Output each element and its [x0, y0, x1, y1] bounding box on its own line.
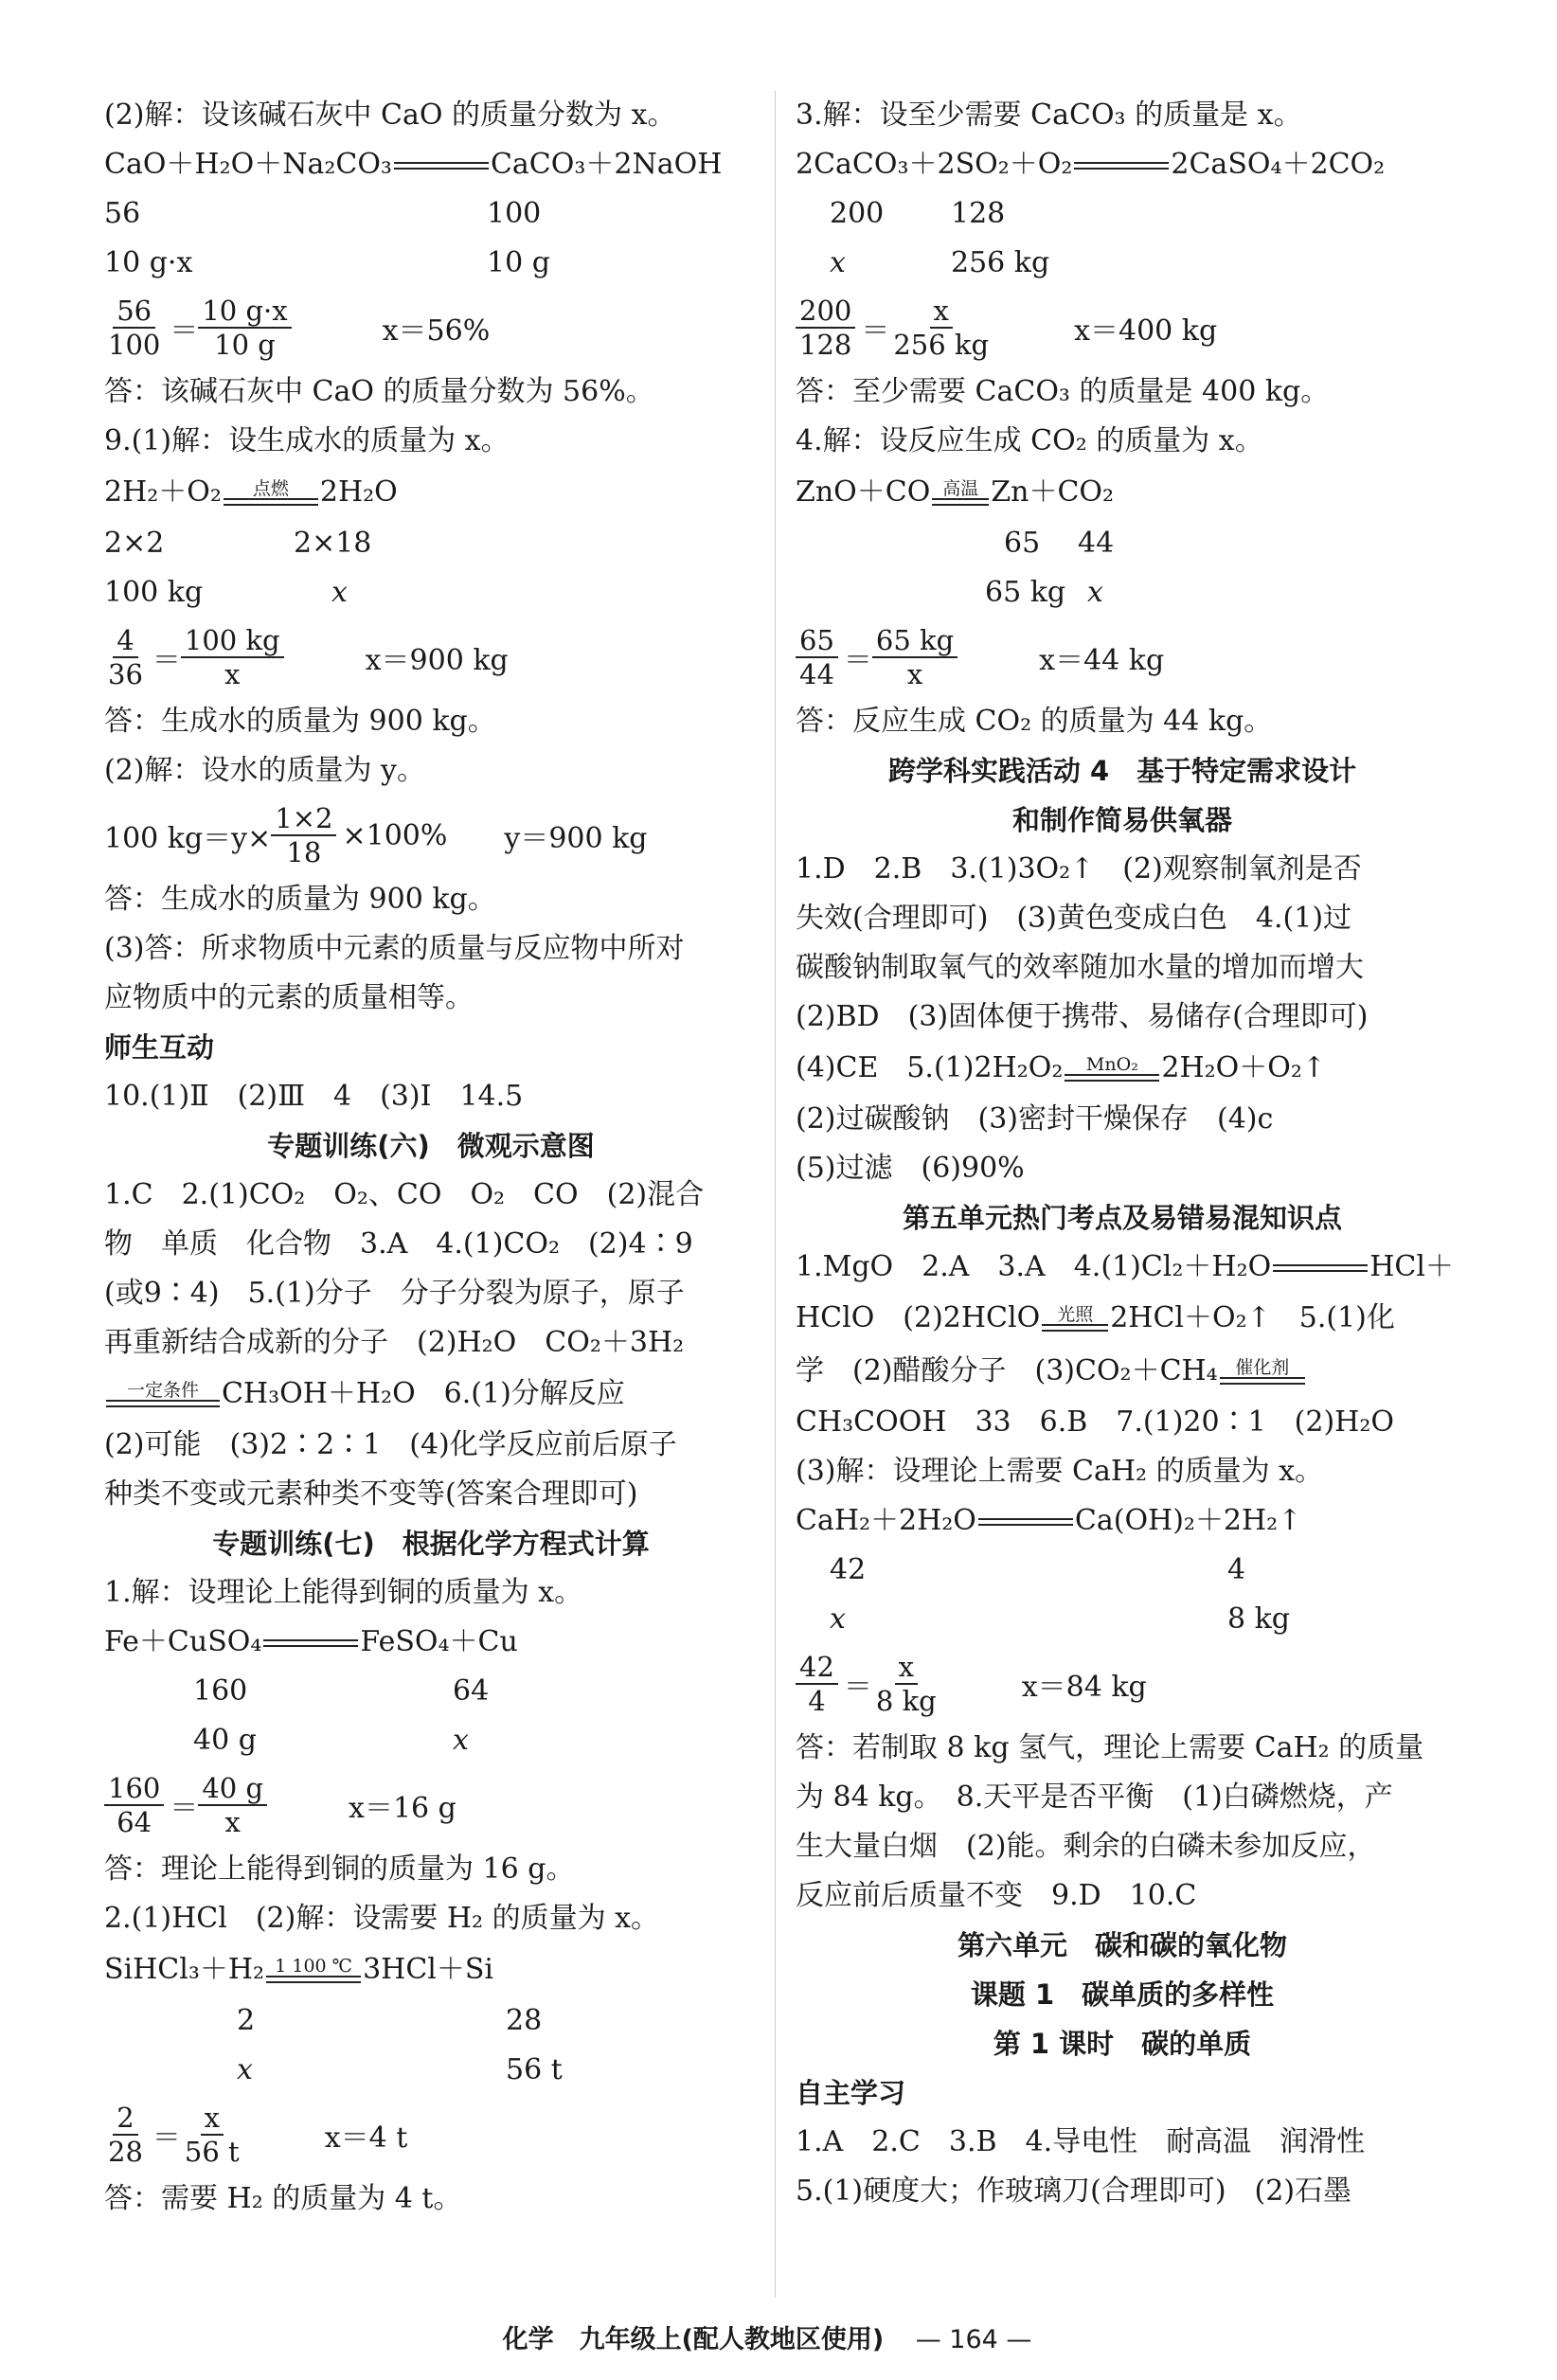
mass-row: x 256 kg — [830, 246, 1050, 279]
left-column — [104, 91, 758, 2224]
text-line: 1.D 2.B 3.(1)3O₂↑ (2)观察制氧剂是否 — [796, 852, 1362, 886]
page-number: — 164 — — [915, 2325, 1032, 2354]
equation: HClO (2)2HClO 光照 2HCl＋O₂↑ 5.(1)化 — [796, 1292, 1449, 1345]
text-line: 生大量白烟 (2)能。剩余的白磷未参加反应， — [796, 1830, 1376, 1863]
text-line: 2.(1)HCl (2)解：设需要 H₂ 的质量为 x。 — [104, 1902, 660, 1935]
section-title: 专题训练(七) 根据化学方程式计算 — [212, 1528, 650, 1560]
section-title: 第五单元热门考点及易错易混知识点 — [902, 1202, 1342, 1234]
text-line: 反应前后质量不变 9.D 10.C — [796, 1879, 1197, 1912]
page-footer — [0, 2318, 1557, 2355]
text-line: 5.(1)硬度大；作玻璃刀(合理即可) (2)石墨 — [796, 2174, 1352, 2208]
question-line: 9.(1)解：设生成水的质量为 x。 — [104, 424, 510, 457]
answer: 答：理论上能得到铜的质量为 16 g。 — [104, 1852, 575, 1886]
proportion: $\frac{160}{64}$ ＝ $\frac{40 g}{x}$ x＝16 g — [104, 1765, 758, 1845]
value: 10 g — [487, 246, 550, 279]
equation — [104, 140, 758, 189]
text-line: (3)解：设理论上需要 CaH₂ 的质量为 x。 — [796, 1455, 1324, 1488]
answer: 答：该碱石灰中 CaO 的质量分数为 56%。 — [104, 375, 654, 408]
mass-row: 160 64 — [193, 1674, 490, 1708]
equation: SiHCl₃＋H₂ 1 100 ℃ 3HCl＋Si — [104, 1943, 758, 1996]
equation: 2CaCO₃＋2SO₂＋O₂ 2CaSO₄＋2CO₂ — [796, 148, 1386, 181]
reaction-condition: 点燃 — [224, 479, 318, 519]
value: 56 — [104, 197, 141, 230]
unit-title: 第六单元 碳和碳的氧化物 — [957, 1929, 1287, 1961]
equation: 一定条件 CH₃OH＋H₂O 6.(1)分解反应 — [104, 1368, 758, 1421]
text-line: 碳酸钠制取氧气的效率随加水量的增加而增大 — [796, 951, 1364, 984]
mass-row: 2×2 2×18 — [104, 527, 372, 560]
text-line: (2)BD (3)固体便于携带、易储存(合理即可) — [796, 1000, 1369, 1033]
eq-right: CaCO₃＋2NaOH — [490, 148, 723, 181]
eq-left: CaO＋H₂O＋Na₂CO₃ — [104, 148, 392, 181]
equation: ZnO＋CO 高温 Zn＋CO₂ — [796, 466, 1449, 519]
column-divider — [775, 91, 776, 2298]
text-line: 3.解：设至少需要 CaCO₃ 的质量是 x。 — [796, 98, 1302, 132]
mass-row — [104, 239, 758, 288]
section-title: 和制作简易供氧器 — [1011, 804, 1232, 836]
proportion: $\frac{65}{44}$ ＝ $\frac{65 kg}{x}$ x＝44 kg — [796, 617, 1449, 697]
equation: CaH₂＋2H₂O Ca(OH)₂＋2H₂↑ — [796, 1504, 1302, 1537]
answer: 答：生成水的质量为 900 kg。 — [104, 883, 496, 916]
answer: 答：至少需要 CaCO₃ 的质量是 400 kg。 — [796, 375, 1330, 408]
value: 10 g·x — [104, 246, 193, 279]
text-line: (3)答：所求物质中元素的质量与反应物中所对 — [104, 932, 685, 965]
text-line: 物 单质 化合物 3.A 4.(1)CO₂ (2)4∶9 — [104, 1227, 693, 1261]
equation: (4)CE 5.(1)2H₂O₂ MnO₂ 2H₂O＋O₂↑ — [796, 1042, 1449, 1095]
text-line: CH₃COOH 33 6.B 7.(1)20∶1 (2)H₂O — [796, 1405, 1394, 1439]
text-line: 再重新结合成新的分子 (2)H₂O CO₂＋3H₂ — [104, 1326, 685, 1359]
mass-row — [104, 189, 758, 239]
text-line: 种类不变或元素种类不变等(答案合理即可) — [104, 1477, 638, 1511]
reaction-condition: MnO₂ — [1065, 1055, 1159, 1095]
answer: 答：需要 H₂ 的质量为 4 t。 — [104, 2182, 462, 2215]
proportion: $\frac{2}{28}$ ＝ $\frac{x}{56 t}$ x＝4 t — [108, 2102, 408, 2168]
proportion: $\frac{200}{128}$ ＝ $\frac{x}{256 kg}$ x＝400 kg — [796, 288, 1449, 367]
mass-row: 65 44 — [1004, 527, 1115, 560]
mass-row: 65 kg x — [985, 576, 1103, 609]
reaction-condition: 高温 — [932, 479, 989, 519]
mass-row: x 8 kg — [830, 1602, 1291, 1636]
text-line: 1.解：设理论上能得到铜的质量为 x。 — [104, 1576, 583, 1609]
answer: 答：反应生成 CO₂ 的质量为 44 kg。 — [796, 705, 1273, 738]
mass-row: x 56 t — [237, 2053, 563, 2086]
proportion: $\frac{56}{100}$ ＝ $\frac{10 g\cdot x}{10 g}$ x＝56% — [104, 288, 758, 367]
reaction-condition: 光照 — [1042, 1305, 1108, 1345]
section-heading: 师生互动 — [104, 1031, 215, 1064]
section-title: 跨学科实践活动 4 基于特定需求设计 — [887, 755, 1357, 787]
equation: 1.MgO 2.A 3.A 4.(1)Cl₂＋H₂O HCl＋ — [796, 1250, 1454, 1283]
lesson-title: 课题 1 碳单质的多样性 — [970, 1978, 1275, 2011]
text-line: 1.C 2.(1)CO₂ O₂、CO O₂ CO (2)混合 — [104, 1178, 705, 1211]
right-column — [796, 91, 1454, 2216]
mass-row: 100 kg x — [104, 576, 348, 609]
text-line: (2)解：设水的质量为 y。 — [104, 754, 425, 787]
mass-row: 200 128 — [830, 197, 1006, 230]
answer: 答：生成水的质量为 900 kg。 — [104, 705, 496, 738]
result: x＝56% — [382, 314, 491, 348]
text-line: (5)过滤 (6)90% — [796, 1152, 1025, 1185]
reaction-condition: 一定条件 — [106, 1381, 220, 1421]
reaction-condition: 催化剂 — [1220, 1358, 1305, 1398]
text-line: 1.A 2.C 3.B 4.导电性 耐高温 润滑性 — [796, 2125, 1366, 2158]
mass-row: 40 g x — [193, 1724, 469, 1757]
proportion: $\frac{4}{36}$ ＝ $\frac{100 kg}{x}$ x＝900 kg — [108, 624, 509, 690]
text-line: (2)解：设该碱石灰中 CaO 的质量分数为 x。 — [104, 98, 676, 132]
formula: 100 kg＝y× $\frac{1\times 2}{18}$ ×100% y＝900 kg — [104, 802, 648, 868]
reaction-condition: 1 100 ℃ — [266, 1957, 361, 1996]
mass-row: 42 4 — [830, 1553, 1246, 1586]
text-line: 10.(1)Ⅱ (2)Ⅲ 4 (3)Ⅰ 14.5 — [104, 1080, 524, 1113]
footer-subject: 化学 九年级上(配人教地区使用) — [502, 2325, 885, 2354]
text-line: 失效(合理即可) (3)黄色变成白色 4.(1)过 — [796, 902, 1352, 935]
proportion: $\frac{42}{4}$ ＝ $\frac{x}{8 kg}$ x＝84 kg — [796, 1644, 1449, 1724]
mass-row: 2 28 — [237, 2004, 543, 2037]
equals-sign — [394, 162, 489, 170]
equation: 2H₂＋O₂ 点燃 2H₂O — [104, 466, 758, 519]
text-line: 4.解：设反应生成 CO₂ 的质量为 x。 — [796, 424, 1263, 457]
fraction: $\frac{10 g\cdot x}{10 g}$ — [198, 295, 291, 361]
equation: Fe＋CuSO₄ FeSO₄＋Cu — [104, 1625, 518, 1658]
text-line: 应物质中的元素的质量相等。 — [104, 981, 474, 1014]
text-line: 为 84 kg。 8.天平是否平衡 (1)白磷燃烧，产 — [796, 1781, 1393, 1814]
text-line: (或9∶4) 5.(1)分子 分子分裂为原子，原子 — [104, 1277, 685, 1310]
section-heading: 自主学习 — [796, 2077, 906, 2109]
value: 100 — [487, 197, 542, 230]
period-title: 第 1 课时 碳的单质 — [993, 2028, 1252, 2060]
text-line: (2)可能 (3)2∶2∶1 (4)化学反应前后原子 — [104, 1428, 677, 1461]
answer: 答：若制取 8 kg 氢气，理论上需要 CaH₂ 的质量 — [796, 1731, 1424, 1764]
equation: 学 (2)醋酸分子 (3)CO₂＋CH₄ 催化剂 — [796, 1345, 1449, 1398]
fraction: $\frac{56}{100}$ — [108, 295, 161, 361]
text-line: (2)过碳酸钠 (3)密封干燥保存 (4)c — [796, 1102, 1274, 1136]
section-title: 专题训练(六) 微观示意图 — [267, 1130, 595, 1162]
